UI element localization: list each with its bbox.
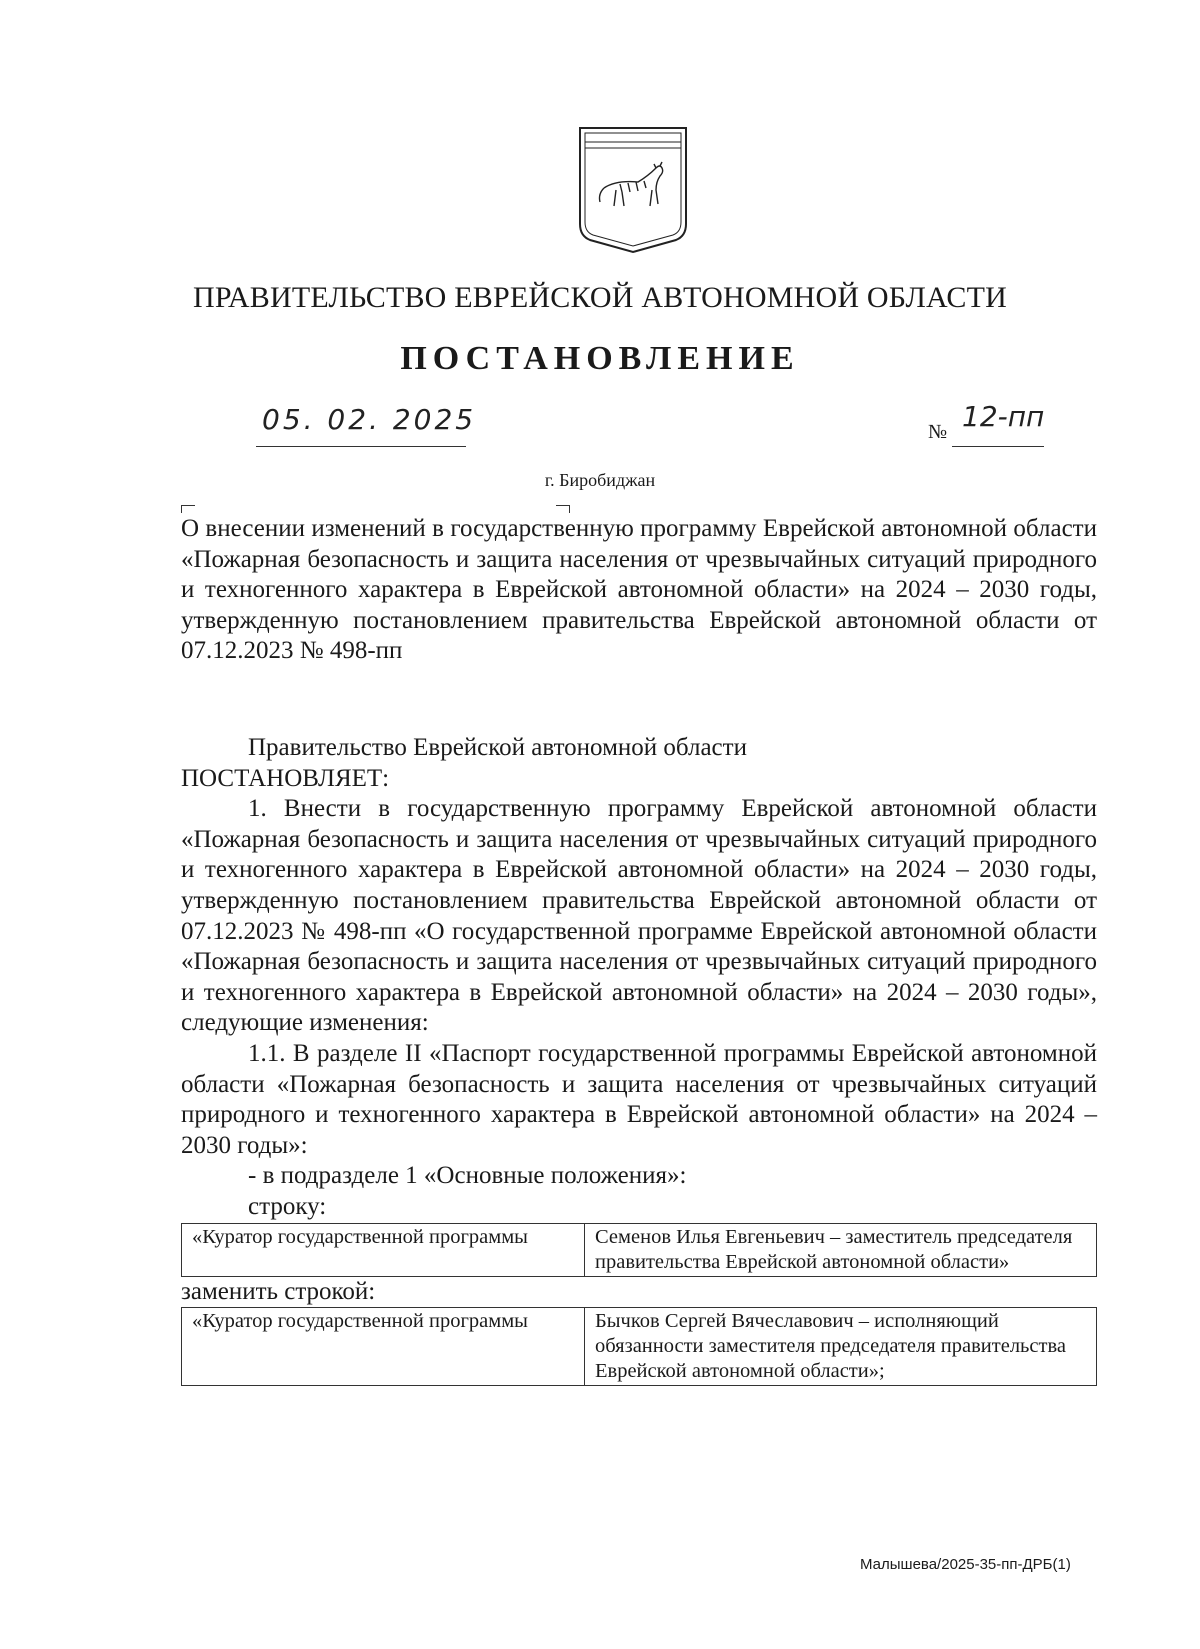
clause-1-1: 1.1. В разделе II «Паспорт государственной программы Еврейской автономной области «Пожарная безопасность и защита населения от чрезвычайных ситуаций природного и техногенного характера в Еврейской автономной области» на 2024 – 2030 годы»: <box>181 1039 1097 1159</box>
table-row <box>182 1308 1097 1386</box>
old-row-cell-label: «Куратор государственной программы <box>182 1223 585 1276</box>
new-row-cell-label: «Куратор государственной программы <box>182 1308 585 1386</box>
new-row-table <box>181 1307 1097 1386</box>
old-row-table <box>181 1223 1097 1277</box>
city-name: г. Биробиджан <box>544 470 656 490</box>
replace-label: заменить строкой: <box>181 1277 376 1305</box>
organization-title: ПРАВИТЕЛЬСТВО ЕВРЕЙСКОЙ АВТОНОМНОЙ ОБЛАСТИ <box>193 281 1007 314</box>
number-label: № <box>928 421 948 443</box>
new-row-cell-value: Бычков Сергей Вячеславович – исполняющий обязанности заместителя председателя правительства Еврейской автономной области»; <box>585 1308 1097 1386</box>
line-label: строку: <box>248 1192 327 1220</box>
coat-of-arms-tiger-emblem <box>576 124 690 256</box>
resolves-heading: ПОСТАНОВЛЯЕТ: <box>181 764 390 792</box>
subject-corner-mark-right <box>556 505 570 513</box>
document-type-title: ПОСТАНОВЛЕНИЕ <box>400 340 800 377</box>
table-row <box>182 1223 1097 1276</box>
document-body <box>181 733 1097 1386</box>
document-subject: О внесении изменений в государственную программу Еврейской автономной области «Пожарная безопасность и защита населения от чрезвычайных ситуаций природного и техногенного характера в Еврейской автономной области» на 2024 – 2030 годы, утвержденную постановлением правительства Еврейской автономной области от 07.12.2023 № 498-пп <box>181 515 1097 664</box>
intro-paragraph: Правительство Еврейской автономной области <box>248 734 747 761</box>
document-date-handwritten: 05. 02. 2025 <box>262 403 477 436</box>
footer-code: Малышева/2025-35-пп-ДРБ(1) <box>860 1556 1071 1573</box>
document-number-handwritten: 12-пп <box>962 400 1045 433</box>
subsection-line: - в подразделе 1 «Основные положения»: <box>248 1162 687 1190</box>
subject-corner-mark-left <box>181 505 195 513</box>
clause-1: 1. Внести в государственную программу Еврейской автономной области «Пожарная безопасность и защита населения от чрезвычайных ситуаций природного и техногенного характера в Еврейской автономной области» на 2024 – 2030 годы, утвержденную постановлением правительства Еврейской автономной области от 07.12.2023 № 498-пп «О государственной программе Еврейской автономной области «Пожарная безопасность и защита населения от чрезвычайных ситуаций природного и техногенного характера в Еврейской автономной области» на 2024 – 2030 годы», следующие изменения: <box>181 795 1097 1037</box>
old-row-cell-value: Семенов Илья Евгеньевич – заместитель председателя правительства Еврейской автономной области» <box>585 1223 1097 1276</box>
